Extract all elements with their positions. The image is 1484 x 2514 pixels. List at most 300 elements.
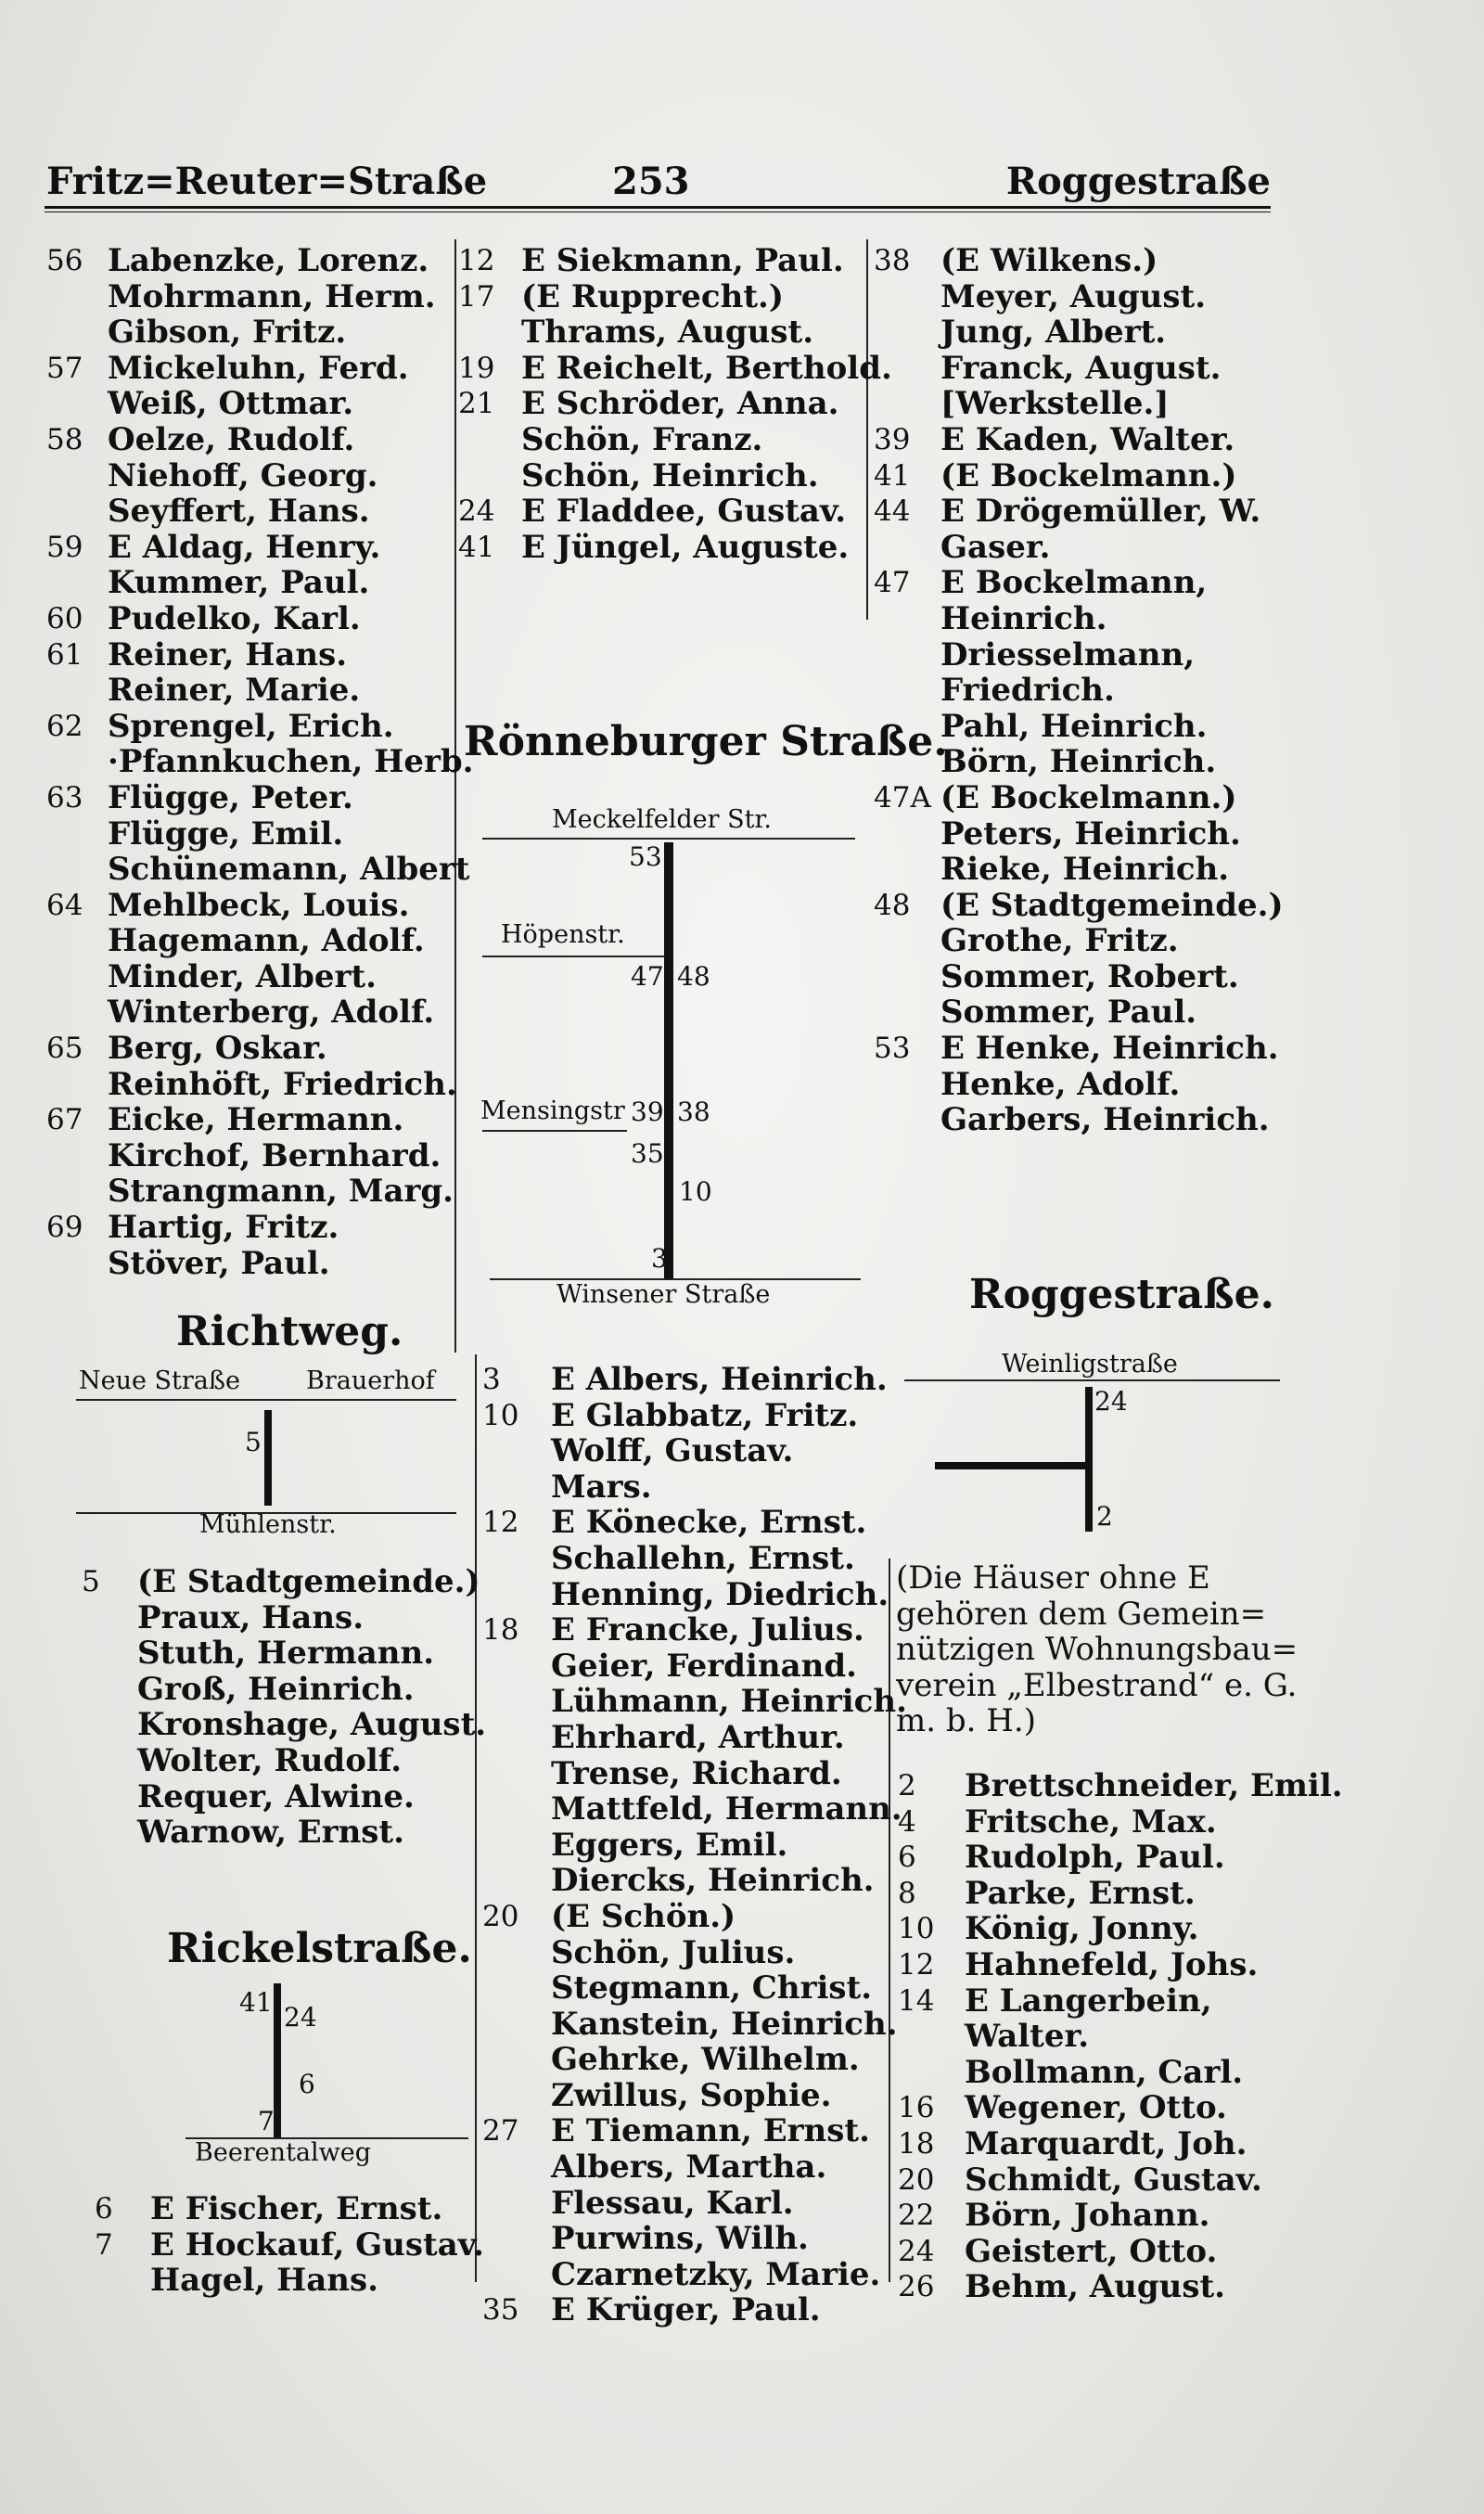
resident-name: Kronshage, August. <box>137 1706 487 1744</box>
roenneburger-num-47: 47 <box>631 961 664 992</box>
list-item <box>45 351 474 387</box>
list-item <box>872 709 1284 745</box>
house-number: 6 <box>898 1841 916 1875</box>
house-number: 53 <box>874 1032 911 1066</box>
house-number <box>872 637 940 673</box>
house-number <box>480 1433 551 1469</box>
house-number <box>80 1635 137 1672</box>
house-number: 14 <box>898 1983 935 2018</box>
house-number <box>456 314 521 351</box>
house-number: 61 <box>46 637 83 672</box>
house-number: 48 <box>874 888 911 922</box>
list-item <box>896 2162 1343 2199</box>
house-number <box>896 2055 965 2091</box>
list-item <box>45 1138 474 1174</box>
resident-name: Gibson, Fritz. <box>108 314 347 352</box>
house-number <box>480 1828 551 1864</box>
house-number <box>480 1648 551 1685</box>
resident-name: Mehlbeck, Louis. <box>108 886 410 924</box>
list-item <box>45 386 474 422</box>
resident-name: Jung, Albert. <box>940 314 1167 352</box>
house-number <box>456 422 521 458</box>
resident-name: Stuth, Hermann. <box>137 1635 435 1673</box>
header-left-street: Fritz=Reuter=Straße <box>46 160 488 203</box>
resident-name: Eggers, Emil. <box>551 1826 788 1864</box>
list-item <box>872 458 1284 494</box>
resident-name: Driesselmann, <box>940 635 1196 673</box>
house-number <box>872 744 940 780</box>
list-item <box>456 530 892 566</box>
roenneburger-title: Rönneburger Straße. <box>464 718 948 765</box>
list-item <box>872 959 1284 995</box>
list-item <box>872 888 1284 924</box>
resident-name: Kirchof, Bernhard. <box>108 1136 441 1174</box>
list-item <box>45 637 474 673</box>
list-item <box>45 780 474 816</box>
list-item <box>896 1804 1343 1841</box>
roenneburger-street-top: Meckelfelder Str. <box>552 805 772 834</box>
resident-name: (E Stadtgemeinde.) <box>940 886 1284 924</box>
house-number: 27 <box>482 2114 519 2148</box>
list-item <box>872 1031 1284 1067</box>
list-item <box>872 1102 1284 1138</box>
list-item <box>896 1840 1343 1876</box>
list-item <box>45 888 474 924</box>
house-number <box>456 458 521 494</box>
list-item <box>872 994 1284 1031</box>
resident-name: E Aldag, Henry. <box>108 528 381 566</box>
list-item <box>480 1935 907 1971</box>
list-item <box>456 494 892 530</box>
list-item <box>480 2007 907 2043</box>
house-number <box>872 530 940 566</box>
resident-name: Stegmann, Christ. <box>551 1969 873 2007</box>
house-number: 64 <box>46 888 83 922</box>
resident-name: Gaser. <box>940 528 1051 566</box>
house-number <box>45 673 108 709</box>
house-number <box>480 2221 551 2257</box>
resident-name: Oelze, Rudolf. <box>108 420 355 458</box>
house-number <box>45 852 108 888</box>
resident-name: (E Bockelmann.) <box>940 456 1237 494</box>
resident-name: Praux, Hans. <box>137 1598 365 1636</box>
rickelstrasse-num-24: 24 <box>284 2002 317 2033</box>
resident-name: Schallehn, Ernst. <box>551 1539 855 1577</box>
house-number: 57 <box>46 351 83 385</box>
rickelstrasse-num-41: 41 <box>239 1987 273 2018</box>
house-number: 18 <box>482 1613 519 1648</box>
roggestrasse-note <box>896 1560 1298 1739</box>
resident-name: (E Stadtgemeinde.) <box>137 1563 480 1600</box>
house-number <box>45 1246 108 1282</box>
house-number: 4 <box>898 1804 916 1839</box>
house-number <box>80 1815 137 1851</box>
roggestrasse-list <box>896 1768 1343 2305</box>
house-number <box>45 458 108 494</box>
list-item <box>45 314 474 351</box>
house-number <box>45 744 108 780</box>
resident-name: Albers, Martha. <box>551 2148 827 2187</box>
house-number: 17 <box>458 279 495 314</box>
list-item <box>80 1672 486 1708</box>
house-number <box>45 923 108 959</box>
house-number: 6 <box>95 2192 113 2225</box>
list-item <box>456 243 892 279</box>
resident-name: Brettschneider, Emil. <box>965 1767 1343 1804</box>
list-item <box>45 994 474 1031</box>
roggestrasse-top-line <box>904 1379 1280 1381</box>
list-item <box>45 243 474 279</box>
house-number <box>872 279 940 315</box>
house-number <box>480 2078 551 2114</box>
resident-name: Flessau, Karl. <box>551 2184 794 2222</box>
house-number: 44 <box>874 494 911 529</box>
house-number <box>480 1469 551 1506</box>
list-item <box>872 422 1284 458</box>
richtweg-list <box>80 1564 486 1851</box>
house-number: 12 <box>482 1506 519 1540</box>
list-item <box>480 1398 907 1434</box>
house-number: 21 <box>458 387 495 421</box>
note-text: nützigen Wohnungsbau= <box>896 1631 1298 1669</box>
note-line <box>896 1597 1298 1633</box>
list-item <box>45 959 474 995</box>
list-item <box>80 1600 486 1636</box>
roenneburger-street-line <box>664 842 673 1278</box>
house-number <box>480 2042 551 2078</box>
list-item <box>480 1362 907 1398</box>
house-number <box>480 1720 551 1756</box>
list-item <box>45 852 474 888</box>
list-item <box>45 816 474 853</box>
house-number <box>45 1174 108 1210</box>
resident-name: König, Jonny. <box>965 1910 1199 1948</box>
header-right-street: Roggestraße <box>1005 160 1271 203</box>
resident-name: Schön, Julius. <box>551 1933 796 1971</box>
house-number <box>896 2019 965 2055</box>
house-number <box>480 1756 551 1792</box>
resident-name: Schünemann, Albert <box>108 851 470 889</box>
list-item <box>45 1067 474 1103</box>
house-number <box>80 1672 137 1708</box>
house-number <box>872 386 940 422</box>
resident-name: Schmidt, Gustav. <box>965 2161 1262 2199</box>
house-number: 47 <box>874 566 911 600</box>
list-item <box>480 1899 907 1935</box>
list-item <box>896 1947 1343 1983</box>
house-number: 58 <box>46 422 83 456</box>
house-number: 59 <box>46 530 83 564</box>
list-item <box>896 2198 1343 2234</box>
list-item <box>45 709 474 745</box>
resident-name: Hagemann, Adolf. <box>108 922 425 960</box>
resident-name: E Krüger, Paul. <box>551 2291 821 2329</box>
resident-name: Rudolph, Paul. <box>965 1839 1225 1877</box>
house-number: 8 <box>898 1876 916 1910</box>
resident-name: E Siekmann, Paul. <box>521 242 844 279</box>
house-number <box>80 1779 137 1815</box>
resident-name: Heinrich. <box>940 599 1107 637</box>
resident-name: (E Bockelmann.) <box>940 778 1237 816</box>
resident-name: Behm, August. <box>965 2268 1226 2306</box>
house-number <box>93 2263 150 2299</box>
house-number: 35 <box>482 2293 519 2328</box>
resident-name: E Fischer, Ernst. <box>150 2190 443 2227</box>
resident-name: Flügge, Peter. <box>108 778 353 816</box>
roggestrasse-street-line <box>1085 1387 1093 1532</box>
house-number <box>872 816 940 853</box>
list-item <box>872 494 1284 530</box>
house-number <box>872 709 940 745</box>
resident-name: Reiner, Marie. <box>108 672 361 710</box>
house-number: 22 <box>898 2199 935 2233</box>
roenneburger-street-mensing: Mensingstr <box>480 1097 625 1125</box>
list-item <box>480 1970 907 2007</box>
house-number <box>872 351 940 387</box>
house-number: 67 <box>46 1103 83 1137</box>
list-item <box>93 2191 484 2227</box>
list-item <box>872 314 1284 351</box>
resident-name: E Langerbein, <box>965 1982 1212 2020</box>
resident-name: Berg, Oskar. <box>108 1030 327 1068</box>
resident-name: Mars. <box>551 1468 652 1506</box>
resident-name: E Kaden, Walter. <box>940 420 1235 458</box>
list-item <box>456 422 892 458</box>
richtweg-house-number: 5 <box>245 1427 262 1457</box>
list-item <box>896 2090 1343 2126</box>
roenneburger-street-bottom: Winsener Straße <box>556 1280 771 1309</box>
note-line <box>896 1703 1298 1739</box>
resident-name: Stöver, Paul. <box>108 1244 330 1282</box>
list-item <box>872 780 1284 816</box>
house-number <box>872 994 940 1031</box>
house-number: 41 <box>458 530 495 564</box>
list-item <box>872 923 1284 959</box>
note-text: gehören dem Gemein= <box>896 1595 1267 1633</box>
list-item <box>480 1505 907 1541</box>
house-number <box>872 959 940 995</box>
list-item <box>896 1983 1343 2020</box>
list-item <box>896 1876 1343 1912</box>
house-number <box>45 994 108 1031</box>
rickelstrasse-street-bottom: Beerentalweg <box>195 2138 372 2167</box>
note-text: (Die Häuser ohne E <box>896 1559 1210 1597</box>
roenneburger-list <box>480 1362 907 2328</box>
house-number: 63 <box>46 780 83 814</box>
resident-name: Trense, Richard. <box>551 1754 842 1792</box>
resident-name: Niehoff, Georg. <box>108 456 378 494</box>
house-number: 10 <box>898 1912 935 1946</box>
list-item <box>872 351 1284 387</box>
resident-name: Geistert, Otto. <box>965 2232 1218 2270</box>
list-item <box>80 1815 486 1851</box>
list-item <box>480 1684 907 1720</box>
house-number: 3 <box>482 1363 501 1396</box>
list-item <box>456 386 892 422</box>
house-number <box>480 2186 551 2222</box>
rickelstrasse-title: Rickelstraße. <box>167 1925 472 1972</box>
resident-name: Mickeluhn, Ferd. <box>108 349 409 387</box>
note-text: verein „Elbestrand“ e. G. <box>896 1666 1298 1704</box>
house-number <box>872 601 940 637</box>
list-item <box>872 1067 1284 1103</box>
house-number <box>80 1707 137 1743</box>
list-item <box>45 1210 474 1246</box>
list-item <box>872 565 1284 601</box>
rickelstrasse-list <box>93 2191 484 2299</box>
richtweg-top-line <box>76 1399 456 1401</box>
note-text: m. b. H.) <box>896 1702 1036 1740</box>
house-number <box>80 1600 137 1636</box>
resident-name: Hartig, Fritz. <box>108 1209 339 1247</box>
list-item <box>45 744 474 780</box>
list-item <box>80 1779 486 1815</box>
list-item <box>872 279 1284 315</box>
roenneburger-num-35: 35 <box>631 1138 664 1169</box>
house-number <box>480 1541 551 1577</box>
resident-name: E Henke, Heinrich. <box>940 1030 1279 1068</box>
header-rule <box>45 206 1271 212</box>
resident-name: Kanstein, Heinrich. <box>551 2005 898 2043</box>
house-number: 65 <box>46 1032 83 1066</box>
house-number <box>480 2257 551 2293</box>
house-number: 20 <box>898 2162 935 2197</box>
resident-name: E Jüngel, Auguste. <box>521 528 850 566</box>
resident-name: (E Rupprecht.) <box>521 277 784 315</box>
fritz-reuter-strasse-list <box>45 243 474 1281</box>
house-number <box>45 386 108 422</box>
roggestrasse-title: Roggestraße. <box>969 1271 1274 1318</box>
house-number: 20 <box>482 1899 519 1933</box>
list-item <box>896 2055 1343 2091</box>
roenneburger-num-39: 39 <box>631 1097 664 1127</box>
list-item <box>45 458 474 494</box>
resident-name: E Albers, Heinrich. <box>551 1361 888 1398</box>
roggestrasse-side-line <box>935 1462 1085 1469</box>
roenneburger-num-53: 53 <box>629 841 662 872</box>
resident-name: Purwins, Wilh. <box>551 2220 809 2258</box>
resident-name: E Glabbatz, Fritz. <box>551 1396 859 1434</box>
richtweg-street-bottom: Mühlenstr. <box>199 1510 337 1539</box>
list-item <box>480 2221 907 2257</box>
resident-name: Mohrmann, Herm. <box>108 277 436 315</box>
note-line <box>896 1632 1298 1668</box>
house-number <box>45 314 108 351</box>
list-item <box>480 1828 907 1864</box>
list-item <box>480 1791 907 1828</box>
house-number: 38 <box>874 244 911 277</box>
list-item <box>45 601 474 637</box>
house-number <box>480 1863 551 1899</box>
resident-name: Walter. <box>965 2018 1090 2056</box>
resident-name: Henke, Adolf. <box>940 1065 1181 1103</box>
list-item <box>93 2263 484 2299</box>
resident-name: Parke, Ernst. <box>965 1874 1196 1912</box>
roenneburger-num-10: 10 <box>679 1176 712 1207</box>
list-item <box>872 601 1284 637</box>
resident-name: Strangmann, Marg. <box>108 1173 454 1211</box>
list-item <box>480 1720 907 1756</box>
richtweg-street-line <box>264 1410 272 1506</box>
resident-name: Pudelko, Karl. <box>108 599 361 637</box>
house-number: 18 <box>898 2126 935 2161</box>
list-item <box>45 530 474 566</box>
house-number: 5 <box>82 1565 100 1598</box>
resident-name: Schön, Franz. <box>521 420 763 458</box>
list-item <box>872 744 1284 780</box>
resident-name: Meyer, August. <box>940 277 1207 315</box>
roenneburger-num-3: 3 <box>651 1243 668 1274</box>
house-number: 10 <box>482 1398 519 1432</box>
resident-name: Reinhöft, Friedrich. <box>108 1065 457 1103</box>
list-item <box>896 2019 1343 2055</box>
resident-name: Czarnetzky, Marie. <box>551 2255 881 2293</box>
note-line <box>896 1560 1298 1597</box>
resident-name: Grothe, Fritz. <box>940 922 1179 960</box>
house-number <box>872 673 940 709</box>
house-number <box>872 923 940 959</box>
house-number <box>872 852 940 888</box>
list-item <box>480 1577 907 1613</box>
list-item <box>480 1541 907 1577</box>
resident-name: ·Pfannkuchen, Herb. <box>108 743 474 781</box>
list-item <box>456 458 892 494</box>
list-item <box>456 279 892 315</box>
resident-name: Wolter, Rudolf. <box>137 1741 403 1779</box>
resident-name: Winterberg, Adolf. <box>108 994 435 1032</box>
resident-name: Wegener, Otto. <box>965 2089 1227 2127</box>
resident-name: Ehrhard, Arthur. <box>551 1718 845 1756</box>
col3-continuation-list <box>872 243 1284 1138</box>
house-number: 2 <box>898 1769 916 1802</box>
resident-name: Reiner, Hans. <box>108 635 348 673</box>
list-item <box>896 1911 1343 1947</box>
list-item <box>80 1743 486 1779</box>
house-number <box>872 1102 940 1138</box>
resident-name: [Werkstelle.] <box>940 385 1170 423</box>
resident-name: Diercks, Heinrich. <box>551 1862 875 1900</box>
resident-name: E Schröder, Anna. <box>521 385 839 423</box>
list-item <box>45 494 474 530</box>
list-item <box>480 2186 907 2222</box>
house-number <box>480 1577 551 1613</box>
resident-name: Friedrich. <box>940 672 1115 710</box>
note-line <box>896 1668 1298 1704</box>
col2-continuation-list <box>456 243 892 565</box>
house-number <box>872 1067 940 1103</box>
resident-name: Kummer, Paul. <box>108 564 370 602</box>
roggestrasse-num-2: 2 <box>1096 1501 1113 1532</box>
house-number: 47A <box>874 780 931 814</box>
house-number: 7 <box>95 2227 113 2262</box>
list-item <box>896 1768 1343 1804</box>
roenneburger-mensing-line <box>482 1130 627 1132</box>
richtweg-title: Richtweg. <box>176 1308 403 1355</box>
rickelstrasse-num-7: 7 <box>258 2106 275 2136</box>
house-number <box>480 1970 551 2007</box>
house-number: 19 <box>458 351 495 385</box>
house-number <box>45 959 108 995</box>
house-number: 12 <box>458 244 495 277</box>
roggestrasse-num-24: 24 <box>1094 1386 1128 1417</box>
resident-name: Franck, August. <box>940 349 1222 387</box>
house-number <box>80 1743 137 1779</box>
resident-name: Rieke, Heinrich. <box>940 851 1230 889</box>
resident-name: Wolff, Gustav. <box>551 1432 794 1470</box>
richtweg-street-top-left: Neue Straße <box>79 1366 240 1395</box>
list-item <box>80 1635 486 1672</box>
house-number: 24 <box>898 2234 935 2268</box>
